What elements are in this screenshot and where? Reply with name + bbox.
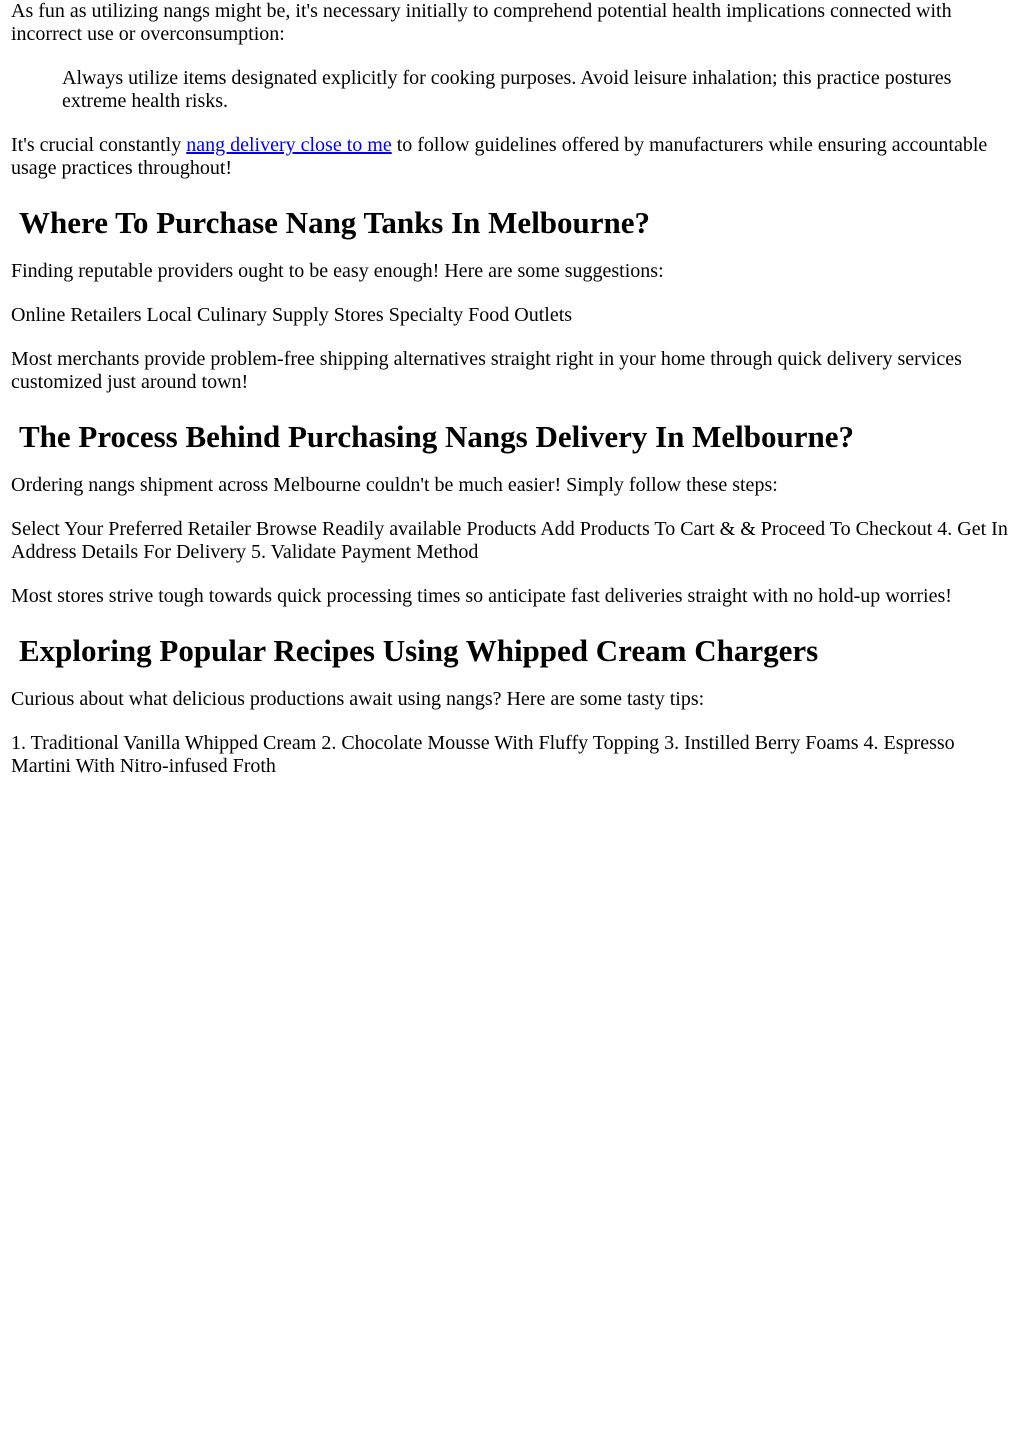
guidelines-text-before: It's crucial constantly <box>11 134 187 156</box>
process-intro-paragraph: Ordering nangs shipment across Melbourne couldn't be much easier! Simply follow these steps: <box>11 474 778 496</box>
process-delivery-paragraph: Most stores strive tough towards quick processing times so anticipate fast deliveries straight with no hold-up worries! <box>11 585 952 607</box>
recipes-list-paragraph: 1. Traditional Vanilla Whipped Cream 2. Chocolate Mousse With Fluffy Topping 3. Instilled Berry Foams 4. Espresso Martini With Nitro-infused Froth <box>11 732 955 777</box>
recipes-intro-paragraph: Curious about what delicious productions await using nangs? Here are some tasty tips: <box>11 688 705 710</box>
purchase-shipping-paragraph: Most merchants provide problem-free shipping alternatives straight right in your home through quick delivery services customized just around town! <box>11 348 962 393</box>
process-steps-paragraph: Select Your Preferred Retailer Browse Readily available Products Add Products To Cart & & Proceed To Checkout 4. Get In Address Details For Delivery 5. Validate Payment Method <box>11 518 1008 563</box>
guidelines-paragraph <box>11 134 1013 180</box>
recipes-heading: Exploring Popular Recipes Using Whipped Cream Chargers <box>19 633 819 668</box>
purchase-heading: Where To Purchase Nang Tanks In Melbourne? <box>19 205 651 240</box>
health-warning-quote: Always utilize items designated explicitly for cooking purposes. Avoid leisure inhalation; this practice postures extreme health risks. <box>62 67 952 112</box>
guidelines-text-after: to follow guidelines offered by manufacturers while ensuring accountable usage practices throughout! <box>11 134 988 179</box>
nang-delivery-link[interactable]: nang delivery close to me <box>186 134 392 156</box>
purchase-sources-paragraph: Online Retailers Local Culinary Supply Stores Specialty Food Outlets <box>11 304 573 326</box>
purchase-intro-paragraph: Finding reputable providers ought to be easy enough! Here are some suggestions: <box>11 260 664 282</box>
process-heading: The Process Behind Purchasing Nangs Delivery In Melbourne? <box>19 419 855 454</box>
intro-paragraph: As fun as utilizing nangs might be, it's necessary initially to comprehend potential health implications connected with incorrect use or overconsumption: <box>11 0 952 45</box>
